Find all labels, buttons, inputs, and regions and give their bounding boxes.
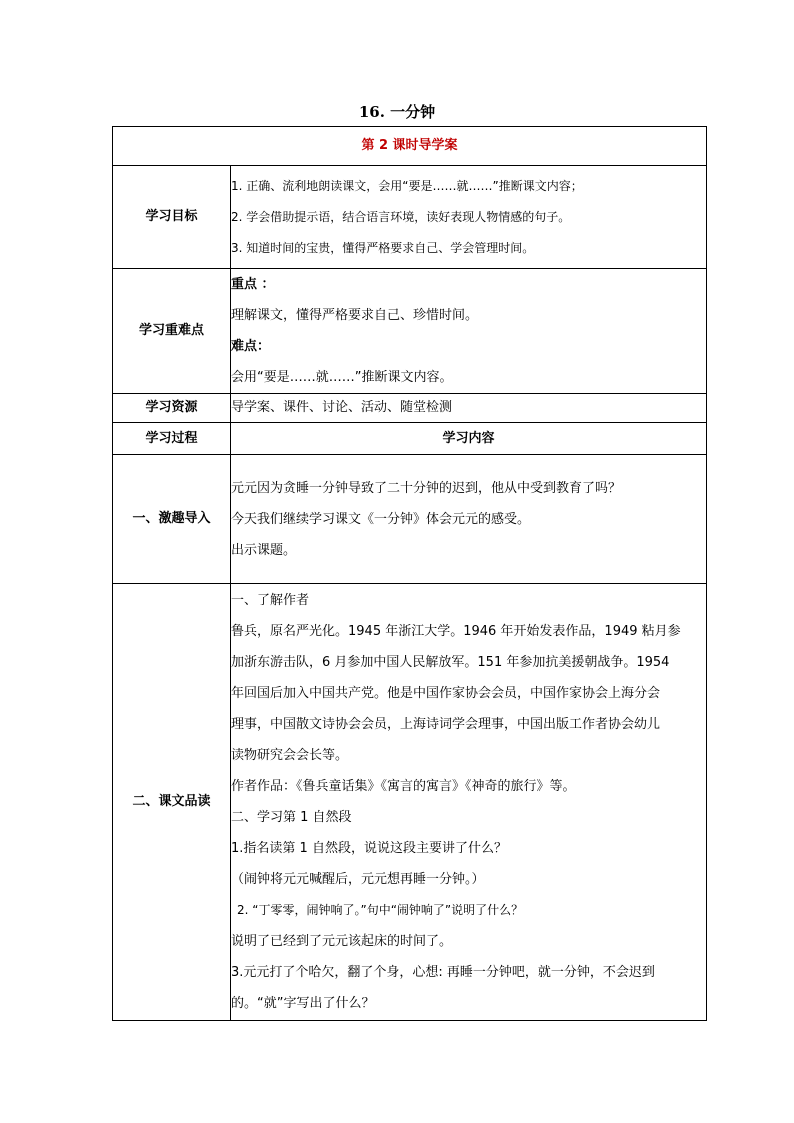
reading-label: 二、课文品读 (113, 584, 231, 1021)
goals-content (231, 166, 707, 269)
reading-line: （闹钟将元元喊醒后，元元想再睡一分钟。） (231, 872, 485, 887)
focus-content (231, 269, 707, 394)
intro-line: 今天我们继续学习课文《一分钟》体会元元的感受。 (231, 511, 531, 527)
goal-item: 2. 学会借助提示语，结合语言环境，读好表现人物情感的句子。 (231, 209, 571, 224)
intro-row (113, 455, 707, 584)
goals-row (113, 166, 707, 269)
reading-line: 年回国后加入中国共产党。他是中国作家协会会员，中国作家协会上海分会 (231, 686, 661, 701)
intro-content (231, 455, 707, 584)
reading-line: 理事，中国散文诗协会会员，上海诗词学会理事，中国出版工作者协会幼儿 (231, 717, 661, 732)
reading-line: 的。“就”字写出了什么？ (231, 996, 375, 1011)
difficult-point-heading: 难点： (231, 339, 271, 354)
resources-label: 学习资源 (113, 394, 231, 423)
reading-line: 2. “丁零零，闹钟响了。”句中“闹钟响了”说明了什么？ (237, 903, 524, 917)
reading-line: 3.元元打了个哈欠，翻了个身，心想: 再睡一分钟吧，就一分钟，不会迟到 (231, 965, 655, 980)
page-title: 16. 一分钟 (358, 103, 436, 121)
reading-line: 鲁兵，原名严光化。1945 年浙江大学。1946 年开始发表作品，1949 粘月参 (231, 624, 681, 639)
key-point-heading: 重点 ： (231, 277, 275, 292)
reading-line: 一、了解作者 (231, 593, 310, 608)
reading-line: 加浙东游击队，6 月参加中国人民解放军。151 年参加抗美援朝战争。1954 (231, 655, 670, 670)
reading-line: 二、学习第 1 自然段 (231, 810, 352, 825)
focus-label: 学习重难点 (113, 269, 231, 394)
reading-content (231, 584, 707, 1021)
key-point-text: 理解课文，懂得严格要求自己、珍惜时间。 (231, 308, 479, 323)
content-header: 学习内容 (231, 423, 707, 455)
goals-label: 学习目标 (113, 166, 231, 269)
intro-label: 一、激趣导入 (113, 455, 231, 584)
reading-line: 作者作品：《鲁兵童话集》《寓言的寓言》《神奇的旅行》等。 (231, 779, 576, 794)
goal-item: 3. 知道时间的宝贵，懂得严格要求自己、学会管理时间。 (231, 240, 535, 255)
study-plan-table (112, 126, 707, 1021)
intro-line: 元元因为贪睡一分钟导致了二十分钟的迟到，他从中受到教育了吗？ (231, 480, 622, 496)
reading-row (113, 584, 707, 1021)
reading-line: 1.指名读第 1 自然段，说说这段主要讲了什么？ (231, 841, 507, 856)
difficult-point-text: 会用“要是……就……”推断课文内容。 (231, 370, 453, 385)
resources-text: 导学案、课件、讨论、活动、随堂检测 (231, 394, 707, 423)
lesson-subtitle: 第 2 课时导学案 (113, 127, 707, 166)
intro-line: 出示课题。 (231, 542, 297, 558)
reading-line: 读物研究会会长等。 (231, 748, 349, 763)
goal-item: 1. 正确、流利地朗读课文，会用“要是……就……”推断课文内容； (231, 178, 583, 193)
reading-line: 说明了已经到了元元该起床的时间了。 (231, 934, 453, 949)
focus-row (113, 269, 707, 394)
process-row (113, 423, 707, 455)
process-label: 学习过程 (113, 423, 231, 455)
resources-row (113, 394, 707, 423)
